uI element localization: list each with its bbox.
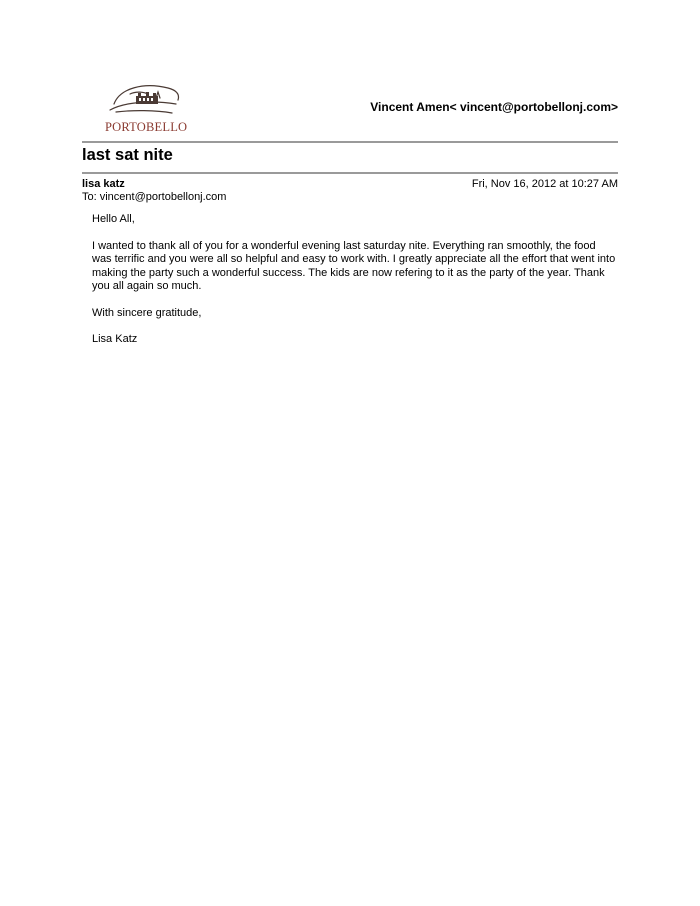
sent-date: Fri, Nov 16, 2012 at 10:27 AM bbox=[471, 178, 618, 190]
closing: With sincere gratitude, bbox=[92, 306, 202, 319]
subject-divider bbox=[82, 172, 618, 174]
logo-wordmark: PORTOBELLO bbox=[105, 120, 188, 134]
header-divider bbox=[82, 141, 618, 143]
signature: Lisa Katz bbox=[92, 333, 138, 345]
portobello-logo-icon bbox=[106, 80, 184, 118]
body-paragraph: I wanted to thank all of you for a wonderful evening last saturday nite. Everything ran smoothly, the food was terrific and you were all so helpful and easy to work with. I greatly appreciate all the effort that went into making the party such a wonderful success. The kids are now refering to it as the party of the year. Thank you all again so much. bbox=[92, 239, 616, 292]
account-name: Vincent Amen< vincent@portobellonj.com> bbox=[370, 100, 618, 114]
sender-name: lisa katz bbox=[82, 178, 125, 190]
greeting: Hello All, bbox=[92, 213, 135, 225]
email-subject: last sat nite bbox=[82, 146, 173, 164]
recipient-line: To: vincent@portobellonj.com bbox=[82, 191, 227, 203]
email-body bbox=[92, 213, 617, 360]
portobello-logo bbox=[100, 80, 195, 136]
